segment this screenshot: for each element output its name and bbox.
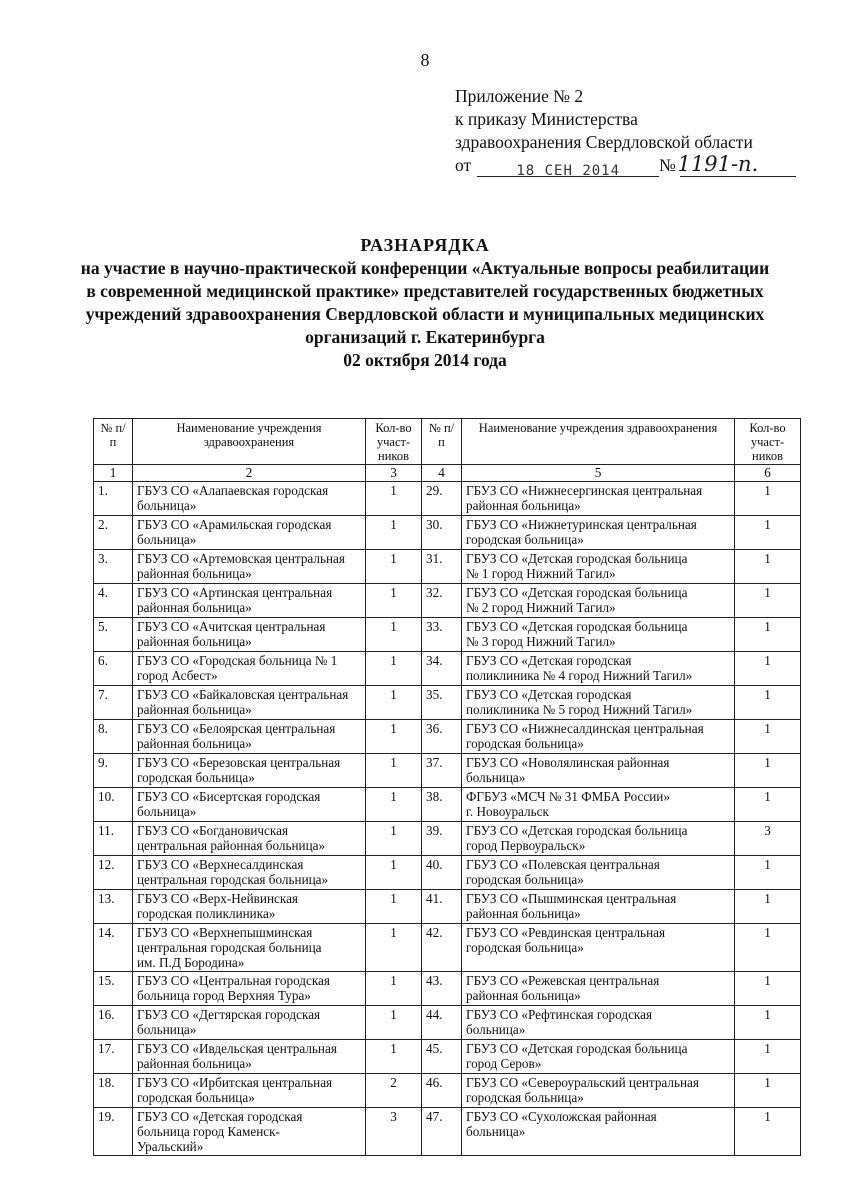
institution-name-right: ГБУЗ СО «Детская городская больница город Серов» (462, 1040, 735, 1074)
institution-name-right: ГБУЗ СО «Режевская центральная районная больница» (462, 972, 735, 1006)
row-number-left: 8. (94, 720, 133, 754)
participant-count-left: 2 (366, 1074, 422, 1108)
row-number-right: 35. (422, 686, 462, 720)
institution-name-left: ГБУЗ СО «Белоярская центральная районная больница» (133, 720, 366, 754)
header-name-left: Наименование учреждения здравоохранения (133, 419, 366, 465)
participant-count-right: 1 (735, 584, 801, 618)
participant-count-left: 1 (366, 516, 422, 550)
institution-name-right: ГБУЗ СО «Нижнесергинская центральная районная больница» (462, 482, 735, 516)
table-row (94, 1074, 801, 1108)
row-number-right: 34. (422, 652, 462, 686)
institution-name-right: ГБУЗ СО «Пышминская центральная районная больница» (462, 890, 735, 924)
institution-name-right: ГБУЗ СО «Нижнетуринская центральная городская больница» (462, 516, 735, 550)
institution-name-left: ГБУЗ СО «Артемовская центральная районная больница» (133, 550, 366, 584)
institution-name-right: ГБУЗ СО «Сухоложская районная больница» (462, 1108, 735, 1156)
row-number-left: 14. (94, 924, 133, 972)
participant-count-right: 1 (735, 856, 801, 890)
institution-name-left: ГБУЗ СО «Березовская центральная городская больница» (133, 754, 366, 788)
institution-name-left: ГБУЗ СО «Верх-Нейвинская городская поликлиника» (133, 890, 366, 924)
institution-name-right: ГБУЗ СО «Североуральский центральная городская больница» (462, 1074, 735, 1108)
order-number-field (677, 152, 796, 177)
participant-count-right: 1 (735, 924, 801, 972)
header-qty-right: Кол-во участ- ников (735, 419, 801, 465)
row-number-right: 33. (422, 618, 462, 652)
row-number-left: 12. (94, 856, 133, 890)
participant-count-left: 1 (366, 754, 422, 788)
participant-count-right: 1 (735, 482, 801, 516)
row-number-right: 47. (422, 1108, 462, 1156)
table-row (94, 856, 801, 890)
table-row (94, 584, 801, 618)
table-row (94, 618, 801, 652)
participant-count-right: 1 (735, 516, 801, 550)
appendix-line-2: к приказу Министерства (455, 109, 638, 129)
participant-count-right: 1 (735, 720, 801, 754)
table-row (94, 686, 801, 720)
participant-count-left: 1 (366, 618, 422, 652)
row-number-right: 38. (422, 788, 462, 822)
row-number-left: 13. (94, 890, 133, 924)
table-row (94, 1040, 801, 1074)
institution-name-left: ГБУЗ СО «Центральная городская больница город Верхняя Тура» (133, 972, 366, 1006)
row-number-right: 43. (422, 972, 462, 1006)
row-number-left: 18. (94, 1074, 133, 1108)
institution-name-left: ГБУЗ СО «Ивдельская центральная районная больница» (133, 1040, 366, 1074)
institution-name-right: ГБУЗ СО «Детская городская больница № 1 город Нижний Тагил» (462, 550, 735, 584)
institution-name-left: ГБУЗ СО «Верхнесалдинская центральная городская больница» (133, 856, 366, 890)
institution-name-left: ГБУЗ СО «Байкаловская центральная районная больница» (133, 686, 366, 720)
table-row (94, 924, 801, 972)
institution-name-right: ГБУЗ СО «Детская городская больница № 3 город Нижний Тагил» (462, 618, 735, 652)
institution-name-left: ГБУЗ СО «Ирбитская центральная городская больница» (133, 1074, 366, 1108)
institution-name-left: ГБУЗ СО «Арамильская городская больница» (133, 516, 366, 550)
table-row (94, 720, 801, 754)
row-number-left: 11. (94, 822, 133, 856)
participant-count-left: 1 (366, 686, 422, 720)
row-number-left: 10. (94, 788, 133, 822)
row-number-left: 1. (94, 482, 133, 516)
column-index: 2 (133, 465, 366, 482)
row-number-right: 32. (422, 584, 462, 618)
participant-count-right: 3 (735, 822, 801, 856)
row-number-right: 41. (422, 890, 462, 924)
participant-count-left: 1 (366, 890, 422, 924)
row-number-right: 39. (422, 822, 462, 856)
row-number-right: 29. (422, 482, 462, 516)
table-header-row (94, 419, 801, 465)
participant-count-left: 1 (366, 550, 422, 584)
header-num-left: № п/п (94, 419, 133, 465)
date-stamp: 18 СЕН 2014 (516, 163, 621, 179)
participant-count-right: 1 (735, 1040, 801, 1074)
institution-name-right: ФГБУЗ «МСЧ № 31 ФМБА России» г. Новоуральск (462, 788, 735, 822)
appendix-line-1: Приложение № 2 (455, 86, 584, 106)
row-number-right: 42. (422, 924, 462, 972)
row-number-right: 36. (422, 720, 462, 754)
institution-name-right: ГБУЗ СО «Рефтинская городская больница» (462, 1006, 735, 1040)
row-number-left: 7. (94, 686, 133, 720)
institution-name-left: ГБУЗ СО «Детская городская больница город Каменск- Уральский» (133, 1108, 366, 1156)
row-number-right: 40. (422, 856, 462, 890)
page-number: 8 (420, 50, 430, 70)
institution-name-left: ГБУЗ СО «Богдановичская центральная районная больница» (133, 822, 366, 856)
institution-name-right: ГБУЗ СО «Ревдинская центральная городская больница» (462, 924, 735, 972)
date-field (477, 156, 659, 177)
participant-count-right: 1 (735, 972, 801, 1006)
participant-count-left: 3 (366, 1108, 422, 1156)
institution-name-right: ГБУЗ СО «Детская городская поликлиника № 5 город Нижний Тагил» (462, 686, 735, 720)
participant-count-right: 1 (735, 652, 801, 686)
institution-name-right: ГБУЗ СО «Детская городская больница № 2 город Нижний Тагил» (462, 584, 735, 618)
column-index: 1 (94, 465, 133, 482)
participant-count-left: 1 (366, 1040, 422, 1074)
institution-name-right: ГБУЗ СО «Нижнесалдинская центральная городская больница» (462, 720, 735, 754)
institution-name-right: ГБУЗ СО «Новолялинская районная больница» (462, 754, 735, 788)
table-row (94, 972, 801, 1006)
order-number-handwritten: 1191-п. (677, 152, 759, 176)
participant-count-left: 1 (366, 788, 422, 822)
column-index: 6 (735, 465, 801, 482)
participant-count-left: 1 (366, 924, 422, 972)
institution-name-right: ГБУЗ СО «Детская городская поликлиника № 4 город Нижний Тагил» (462, 652, 735, 686)
table-row (94, 1006, 801, 1040)
number-label: № (659, 155, 676, 175)
table-row (94, 516, 801, 550)
institution-name-left: ГБУЗ СО «Ачитская центральная районная больница» (133, 618, 366, 652)
column-index: 4 (422, 465, 462, 482)
participant-count-right: 1 (735, 754, 801, 788)
appendix-header (455, 85, 796, 177)
table-row (94, 788, 801, 822)
title-subtitle: на участие в научно-практической конференции «Актуальные вопросы реабилитации в современной медицинской практике» представителей государственных бюджетных учреждений здравоохранения Свердловской области и муниципальных медицинских организаций г. Екатеринбурга (80, 258, 770, 347)
order-line (455, 154, 796, 177)
institution-name-right: ГБУЗ СО «Полевская центральная городская больница» (462, 856, 735, 890)
row-number-left: 17. (94, 1040, 133, 1074)
title-heading: РАЗНАРЯДКА (360, 235, 490, 255)
institution-name-left: ГБУЗ СО «Городская больница № 1 город Асбест» (133, 652, 366, 686)
institution-name-left: ГБУЗ СО «Алапаевская городская больница» (133, 482, 366, 516)
row-number-right: 45. (422, 1040, 462, 1074)
table-row (94, 1108, 801, 1156)
participant-count-right: 1 (735, 1006, 801, 1040)
table-row (94, 652, 801, 686)
participant-count-left: 1 (366, 972, 422, 1006)
row-number-left: 5. (94, 618, 133, 652)
table-row (94, 482, 801, 516)
row-number-left: 4. (94, 584, 133, 618)
table-row (94, 550, 801, 584)
row-number-right: 44. (422, 1006, 462, 1040)
participant-count-right: 1 (735, 890, 801, 924)
institution-name-left: ГБУЗ СО «Дегтярская городская больница» (133, 1006, 366, 1040)
appendix-line-3: здравоохранения Свердловской области (455, 132, 753, 152)
row-number-right: 30. (422, 516, 462, 550)
table-body (94, 482, 801, 1156)
participant-count-right: 1 (735, 686, 801, 720)
participant-count-right: 1 (735, 550, 801, 584)
table-row (94, 822, 801, 856)
row-number-right: 46. (422, 1074, 462, 1108)
institution-name-left: ГБУЗ СО «Артинская центральная районная больница» (133, 584, 366, 618)
row-number-left: 2. (94, 516, 133, 550)
participant-count-left: 1 (366, 482, 422, 516)
row-number-right: 37. (422, 754, 462, 788)
participant-count-left: 1 (366, 652, 422, 686)
row-number-left: 19. (94, 1108, 133, 1156)
header-name-right: Наименование учреждения здравоохранения (462, 419, 735, 465)
institution-name-left: ГБУЗ СО «Верхнепышминская центральная городская больница им. П.Д Бородина» (133, 924, 366, 972)
participant-count-right: 1 (735, 1108, 801, 1156)
column-index-row (94, 465, 801, 482)
document-title (0, 233, 850, 372)
row-number-left: 6. (94, 652, 133, 686)
participant-count-left: 1 (366, 584, 422, 618)
title-date: 02 октября 2014 года (343, 350, 507, 370)
institution-name-left: ГБУЗ СО «Бисертская городская больница» (133, 788, 366, 822)
column-index: 5 (462, 465, 735, 482)
participant-count-left: 1 (366, 822, 422, 856)
participant-count-left: 1 (366, 856, 422, 890)
participant-count-right: 1 (735, 1074, 801, 1108)
table-row (94, 890, 801, 924)
row-number-right: 31. (422, 550, 462, 584)
participant-count-left: 1 (366, 1006, 422, 1040)
header-qty-left: Кол-во участ- ников (366, 419, 422, 465)
participant-count-right: 1 (735, 788, 801, 822)
row-number-left: 9. (94, 754, 133, 788)
participant-count-left: 1 (366, 720, 422, 754)
from-label: от (455, 155, 472, 175)
participant-count-right: 1 (735, 618, 801, 652)
column-index: 3 (366, 465, 422, 482)
header-num-right: № п/п (422, 419, 462, 465)
institution-name-right: ГБУЗ СО «Детская городская больница город Первоуральск» (462, 822, 735, 856)
allocation-table (93, 418, 801, 1156)
row-number-left: 15. (94, 972, 133, 1006)
row-number-left: 16. (94, 1006, 133, 1040)
row-number-left: 3. (94, 550, 133, 584)
table-row (94, 754, 801, 788)
